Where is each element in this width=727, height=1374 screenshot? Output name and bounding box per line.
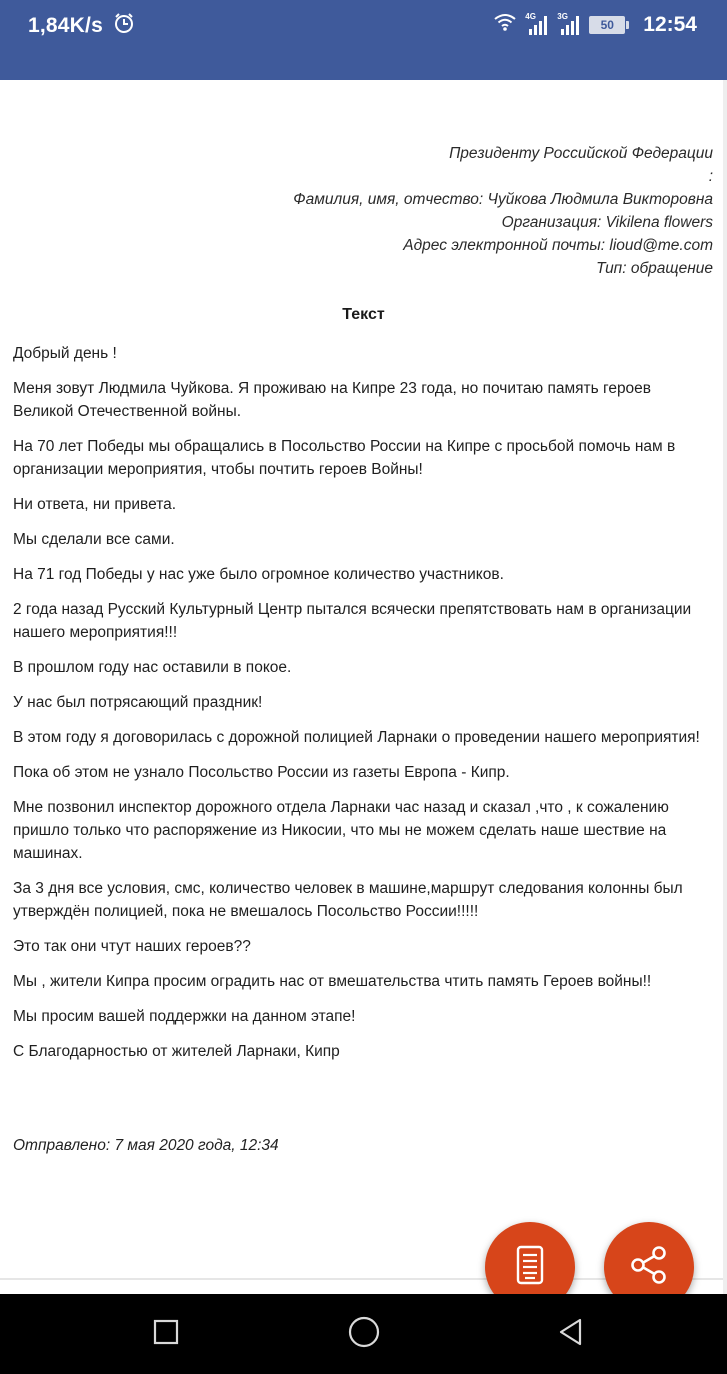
alarm-icon bbox=[113, 12, 135, 39]
battery-level: 50 bbox=[589, 16, 625, 34]
paragraph: Пока об этом не узнало Посольство России из газеты Европа - Кипр. bbox=[13, 764, 510, 781]
clock: 12:54 bbox=[643, 12, 697, 36]
email-line: Адрес электронной почты: lioud@me.com bbox=[403, 237, 713, 254]
paragraph: С Благодарностью от жителей Ларнаки, Кипр bbox=[13, 1043, 340, 1060]
paragraph: Ни ответа, ни привета. bbox=[13, 496, 177, 513]
recipient-line: Президенту Российской Федерации bbox=[449, 145, 713, 162]
battery-icon bbox=[589, 16, 629, 34]
status-bar bbox=[0, 0, 727, 80]
recent-apps-button[interactable] bbox=[146, 1314, 186, 1354]
full-name-line: Фамилия, имя, отчество: Чуйкова Людмила Викторовна bbox=[293, 191, 713, 208]
paragraph: В этом году я договорилась с дорожной полицией Ларнаки о проведении нашего мероприятия! bbox=[13, 729, 700, 746]
network-type-label: 3G bbox=[557, 11, 568, 21]
appeal-header bbox=[293, 142, 713, 280]
wifi-icon bbox=[493, 12, 517, 37]
paragraph: 2 года назад Русский Культурный Центр пытался всячески препятствовать нам в организации нашего мероприятия!!! bbox=[13, 601, 692, 641]
paragraph: Мне позвонил инспектор дорожного отдела Ларнаки час назад и сказал ,что , к сожалению пришло только что распоряжение из Никосии, что мы не можем сделать наше шествие на машинах. bbox=[13, 799, 669, 862]
square-icon bbox=[152, 1318, 180, 1351]
paragraph: Мы сделали все сами. bbox=[13, 531, 175, 548]
share-icon bbox=[628, 1244, 670, 1291]
sent-date: Отправлено: 7 мая 2020 года, 12:34 bbox=[13, 1137, 279, 1154]
appeal-body bbox=[13, 342, 703, 1075]
network-type-label: 4G bbox=[525, 11, 536, 21]
status-right bbox=[493, 12, 697, 37]
back-button[interactable] bbox=[551, 1314, 591, 1354]
paragraph: На 71 год Победы у нас уже было огромное количество участников. bbox=[13, 566, 504, 583]
paragraph: Это так они чтут наших героев?? bbox=[13, 938, 251, 955]
signal-icon bbox=[557, 11, 581, 36]
home-button[interactable] bbox=[344, 1314, 384, 1354]
circle-icon bbox=[347, 1315, 381, 1354]
section-title: Текст bbox=[342, 306, 385, 323]
network-speed: 1,84K/s bbox=[28, 13, 103, 37]
paragraph: У нас был потрясающий праздник! bbox=[13, 694, 263, 711]
scroll-edge bbox=[723, 80, 727, 1294]
organization-line: Организация: Vikilena flowers bbox=[501, 214, 713, 231]
appeal-content bbox=[0, 80, 723, 1280]
paragraph: За 3 дня все условия, смс, количество человек в машине,маршрут следования колонны был утверждён полицией, пока не вмешалось Посольство России!!!!! bbox=[13, 880, 683, 920]
type-line: Тип: обращение bbox=[596, 260, 713, 277]
paragraph: На 70 лет Победы мы обращались в Посольство России на Кипре с просьбой помочь нам в организации мероприятия, чтобы почтить героев Войны! bbox=[13, 438, 676, 478]
paragraph: Меня зовут Людмила Чуйкова. Я проживаю на Кипре 23 года, но почитаю память героев Великой Отечественной войны. bbox=[13, 380, 652, 420]
triangle-back-icon bbox=[556, 1317, 586, 1352]
paragraph: Мы просим вашей поддержки на данном этапе! bbox=[13, 1008, 356, 1025]
system-nav-bar bbox=[0, 1294, 727, 1374]
paragraph: Мы , жители Кипра просим оградить нас от вмешательства чтить память Героев войны!! bbox=[13, 973, 652, 990]
paragraph: В прошлом году нас оставили в покое. bbox=[13, 659, 292, 676]
paragraph: Добрый день ! bbox=[13, 345, 117, 362]
document-icon bbox=[515, 1245, 545, 1290]
header-colon: : bbox=[708, 168, 713, 185]
signal-icon bbox=[525, 11, 549, 36]
status-left bbox=[28, 12, 135, 39]
